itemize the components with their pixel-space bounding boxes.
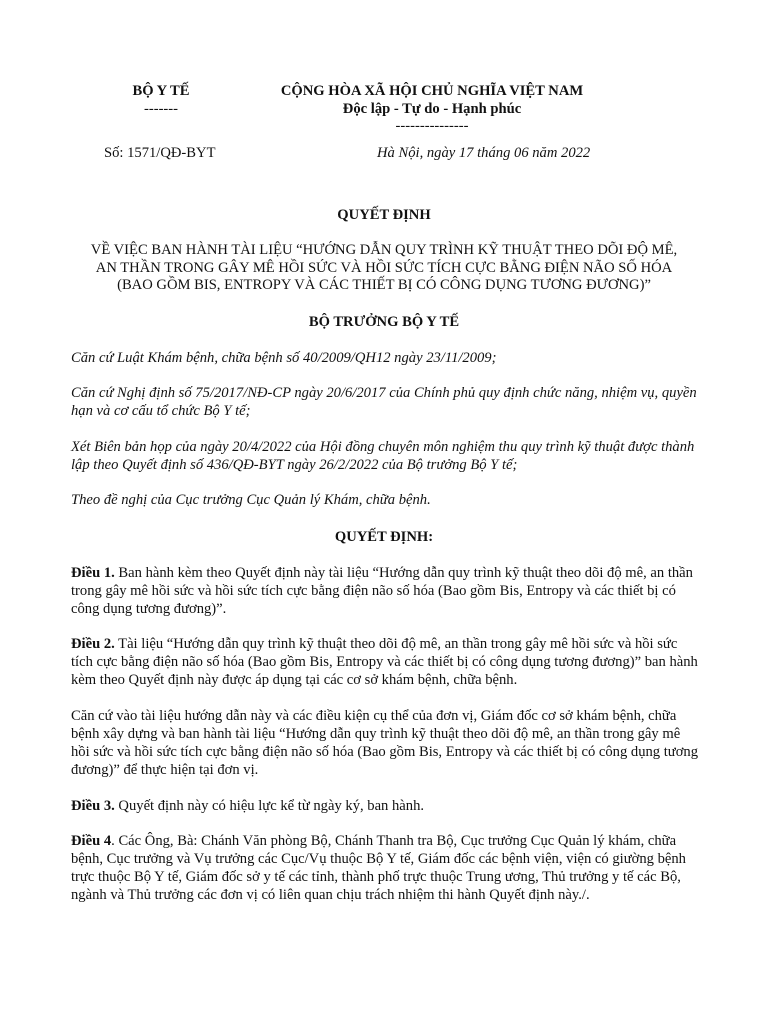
- decision-heading: QUYẾT ĐỊNH:: [334, 529, 434, 545]
- article-3: [71, 797, 699, 815]
- place-date: Hà Nội, ngày 17 tháng 06 năm 2022: [377, 145, 591, 161]
- subject-line: (BAO GỒM BIS, ENTROPY VÀ CÁC THIẾT BỊ CÓ CÔNG DỤNG TƯƠNG ĐƯƠNG)”: [117, 277, 651, 293]
- ministry-name: BỘ Y TẾ: [132, 83, 190, 99]
- motto-divider: ---------------: [395, 118, 469, 134]
- subject-line: VỀ VIỆC BAN HÀNH TÀI LIỆU “HƯỚNG DẪN QUY TRÌNH KỸ THUẬT THEO DÕI ĐỘ MÊ,: [90, 242, 678, 258]
- ministry-divider: -------: [143, 101, 179, 117]
- republic-name: CỘNG HÒA XÃ HỘI CHỦ NGHĨA VIỆT NAM: [280, 83, 584, 99]
- subject-line: AN THẦN TRONG GÂY MÊ HỒI SỨC VÀ HỒI SỨC TÍCH CỰC BẰNG ĐIỆN NÃO SỐ HÓA: [95, 260, 673, 276]
- article-1: [71, 564, 699, 618]
- preamble-item: Theo đề nghị của Cục trưởng Cục Quản lý Khám, chữa bệnh.: [71, 492, 431, 508]
- national-motto: Độc lập - Tự do - Hạnh phúc: [342, 101, 522, 117]
- article-label: Điều 3.: [71, 798, 115, 814]
- preamble-item: Căn cứ Luật Khám bệnh, chữa bệnh số 40/2009/QH12 ngày 23/11/2009;: [71, 350, 497, 366]
- article-text: Căn cứ vào tài liệu hướng dẫn này và các điều kiện cụ thể của đơn vị, Giám đốc cơ sở khám bệnh, chữa bệnh xây dựng và ban hành tài liệu “Hướng dẫn quy trình kỹ thuật theo dõi độ mê, an thần trong gây mê hồi sức và hồi sức tích cực bằng điện não số hóa (Bao gồm Bis, Entropy và các thiết bị có công dụng tương đương)” để thực hiện tại đơn vị.: [71, 708, 699, 778]
- article-label: Điều 2.: [71, 636, 115, 652]
- article-label: Điều 1.: [71, 565, 115, 581]
- article-2: [71, 635, 699, 689]
- document-number: Số: 1571/QĐ-BYT: [104, 145, 216, 161]
- article-2-paragraph: [71, 707, 699, 779]
- article-4: [71, 832, 699, 904]
- issuing-authority: BỘ TRƯỞNG BỘ Y TẾ: [308, 314, 460, 330]
- article-text: Ban hành kèm theo Quyết định này tài liệu “Hướng dẫn quy trình kỹ thuật theo dõi độ mê, an thần trong gây mê hồi sức và hồi sức tích cực bằng điện não số hóa (Bao gồm Bis, Entropy và các thiết bị có công dụng tương đương)”.: [71, 565, 693, 617]
- article-label: Điều 4: [71, 833, 112, 849]
- preamble-item: Căn cứ Nghị định số 75/2017/NĐ-CP ngày 20/6/2017 của Chính phủ quy định chức năng, nhiệm vụ, quyền hạn và cơ cấu tổ chức Bộ Y tế;: [71, 385, 697, 419]
- article-text: . Các Ông, Bà: Chánh Văn phòng Bộ, Chánh Thanh tra Bộ, Cục trưởng Cục Quản lý khám, chữa bệnh, Cục trưởng và Vụ trưởng các Cục/Vụ thuộc Bộ Y tế, Giám đốc các bệnh viện, viện có giường bệnh trực thuộc Bộ Y tế, Giám đốc sở y tế các tỉnh, thành phố trực thuộc Trung ương, Thủ trưởng y tế các Bộ, ngành và Thủ trưởng các đơn vị có liên quan chịu trách nhiệm thi hành Quyết định này./.: [71, 833, 686, 903]
- document-title: QUYẾT ĐỊNH: [337, 207, 431, 223]
- preamble-item: Xét Biên bản họp của ngày 20/4/2022 của Hội đồng chuyên môn nghiệm thu quy trình kỹ thuật được thành lập theo Quyết định số 436/QĐ-BYT ngày 26/2/2022 của Bộ trưởng Bộ Y tế;: [71, 439, 695, 473]
- article-text: Quyết định này có hiệu lực kể từ ngày ký, ban hành.: [114, 798, 425, 814]
- article-text: Tài liệu “Hướng dẫn quy trình kỹ thuật theo dõi độ mê, an thần trong gây mê hồi sức và hồi sức tích cực bằng điện não số hóa (Bao gồm Bis, Entropy và các thiết bị có công dụng tương đương)” ban hành kèm theo Quyết định này được áp dụng tại các cơ sở khám bệnh, chữa bệnh.: [71, 636, 698, 688]
